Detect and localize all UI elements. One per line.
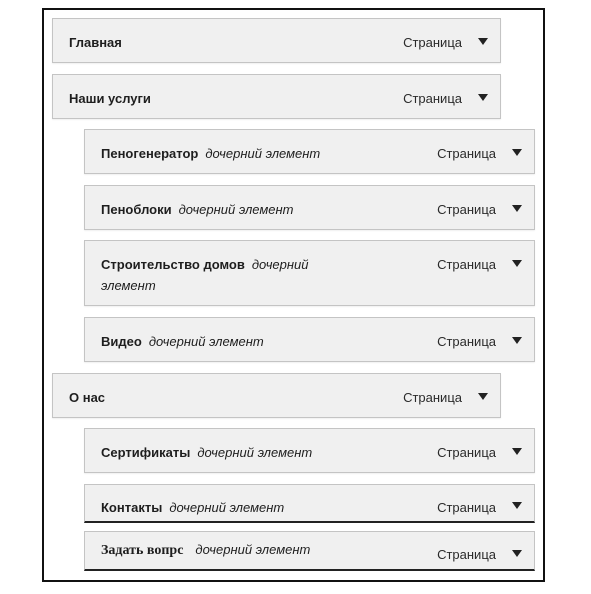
- chevron-down-icon[interactable]: [512, 550, 522, 557]
- chevron-down-icon[interactable]: [512, 337, 522, 344]
- chevron-down-icon[interactable]: [478, 393, 488, 400]
- menu-item-penobloki[interactable]: [84, 185, 535, 230]
- menu-item-title: Строительство домов дочерний элемент: [101, 257, 309, 293]
- menu-item-type: Страница: [437, 146, 496, 161]
- child-element-label: дочерний элемент: [148, 334, 264, 349]
- child-element-label: дочерний элемент: [169, 500, 285, 515]
- menu-item-title: Наши услуги: [69, 91, 151, 106]
- menu-item-type: Страница: [437, 334, 496, 349]
- menu-item-sertifikaty[interactable]: [84, 428, 535, 473]
- menu-item-type: Страница: [437, 202, 496, 217]
- chevron-down-icon[interactable]: [512, 205, 522, 212]
- menu-item-title: Контакты дочерний элемент: [101, 500, 285, 515]
- menu-item-title: Сертификаты дочерний элемент: [101, 445, 313, 460]
- chevron-down-icon[interactable]: [512, 502, 522, 509]
- menu-item-type: Страница: [403, 91, 462, 106]
- menu-item-title: Пеноблоки дочерний элемент: [101, 202, 294, 217]
- menu-item-title: Задать вопрс дочерний элемент: [101, 542, 311, 558]
- menu-item-title: О нас: [69, 390, 106, 405]
- menu-item-type: Страница: [403, 390, 462, 405]
- chevron-down-icon[interactable]: [512, 260, 522, 267]
- child-element-label: дочерний элемент: [195, 542, 311, 557]
- child-element-label: дочерний элемент: [197, 445, 313, 460]
- chevron-down-icon[interactable]: [512, 448, 522, 455]
- menu-item-penogenerator[interactable]: [84, 129, 535, 174]
- chevron-down-icon[interactable]: [478, 94, 488, 101]
- menu-item-nashi-uslugi[interactable]: [52, 74, 501, 119]
- menu-item-glavnaya[interactable]: [52, 18, 501, 63]
- menu-item-title: Главная: [69, 35, 122, 50]
- menu-item-stroitelstvo-domov[interactable]: [84, 240, 535, 306]
- menu-item-type: Страница: [403, 35, 462, 50]
- menu-item-video[interactable]: [84, 317, 535, 362]
- menu-item-kontakty[interactable]: [84, 484, 535, 523]
- menu-item-type: Страница: [437, 445, 496, 460]
- menu-item-type: Страница: [437, 257, 496, 272]
- menu-item-title: Пеногенератор дочерний элемент: [101, 146, 321, 161]
- child-element-label: дочерний элемент: [178, 202, 294, 217]
- chevron-down-icon[interactable]: [478, 38, 488, 45]
- child-element-label: дочерний элемент: [101, 257, 309, 293]
- menu-item-o-nas[interactable]: [52, 373, 501, 418]
- chevron-down-icon[interactable]: [512, 149, 522, 156]
- menu-item-type: Страница: [437, 500, 496, 515]
- child-element-label: дочерний элемент: [205, 146, 321, 161]
- menu-item-zadat-vopros[interactable]: [84, 531, 535, 571]
- menu-item-type: Страница: [437, 547, 496, 562]
- menu-item-title: Видео дочерний элемент: [101, 334, 264, 349]
